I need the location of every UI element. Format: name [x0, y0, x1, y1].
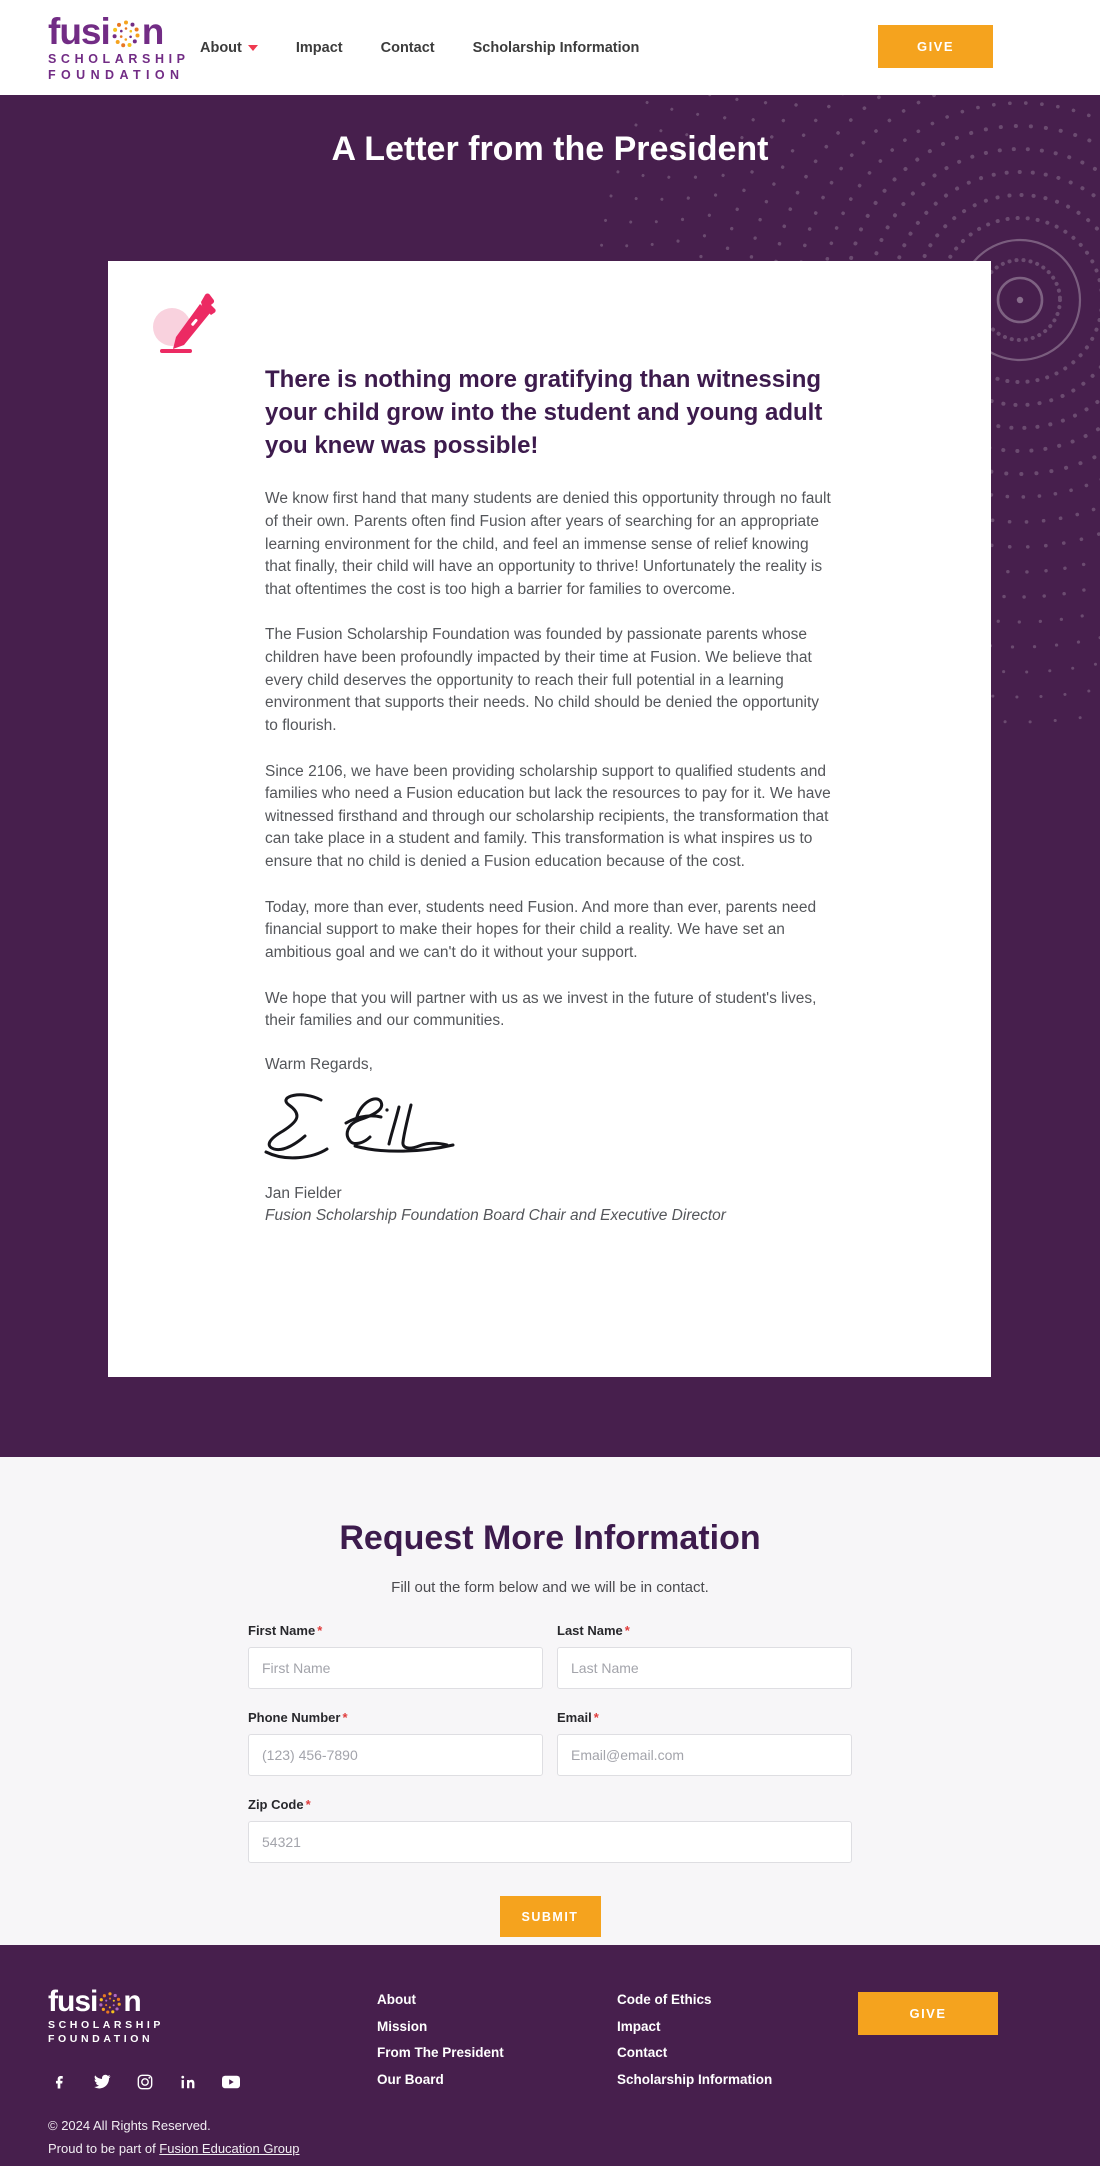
letter-body [265, 363, 835, 1225]
main-nav [200, 0, 639, 95]
request-info-section [0, 1457, 1100, 1945]
site-header [0, 0, 1100, 95]
brand-wordmark [48, 13, 190, 50]
youtube-icon[interactable] [222, 2073, 240, 2091]
fusion-education-group-link[interactable]: Fusion Education Group [159, 2141, 300, 2156]
submit-button[interactable]: SUBMIT [500, 1896, 601, 1937]
first-name-label: First Name * [248, 1623, 323, 1638]
last-name-label: Last Name * [557, 1623, 630, 1638]
email-input[interactable] [557, 1734, 852, 1776]
footer-brand-logo[interactable]: fusi n SCHOLARSHIP FOUNDATION [48, 1985, 165, 2045]
last-name-field-group [557, 1623, 852, 1689]
site-footer [0, 1945, 1100, 2166]
brand-line3: FOUNDATION [48, 68, 185, 82]
brand-line2: SCHOLARSHIP [48, 52, 190, 66]
facebook-icon[interactable] [50, 2073, 68, 2091]
brand-word-end: n [141, 11, 164, 52]
letter-paragraph: We know first hand that many students are denied this opportunity through no fault of their own. Parents often find Fusion after years of searching for an appropriate learning environment for the child, and feel an immense sense of relief knowing that finally, their child will have an opportunity to thrive! Unfortunately the reality is that oftentimes the cost is too high a barrier for families to overcome. [265, 490, 831, 598]
twitter-icon[interactable] [93, 2073, 111, 2091]
give-button-header[interactable]: GIVE [878, 25, 993, 68]
chevron-down-icon [248, 45, 258, 51]
hero-section [0, 95, 1100, 1457]
signer-name: Jan Fielder [265, 1184, 342, 1202]
required-asterisk: * [305, 1797, 311, 1812]
required-asterisk: * [342, 1710, 348, 1725]
pen-icon [146, 287, 230, 359]
footer-links-column-2 [617, 1993, 772, 2086]
form-title: Request More Information [339, 1519, 761, 1557]
brand-logo[interactable] [48, 13, 190, 82]
footer-link-code-of-ethics[interactable]: Code of Ethics [617, 1992, 712, 2007]
footer-brand-wordmark: fusi n [48, 1985, 141, 2018]
footer-link-from-the-president[interactable]: From The President [377, 2045, 504, 2060]
letter-paragraph: Since 2106, we have been providing scholarship support to qualified students and families who need a Fusion education but lack the resources to pay for it. We have witnessed firsthand and through our scholarship recipients, the transformation that can take place in a student and family. This transformation is what inspires us to ensure that no child is denied a Fusion education because of the cost. [265, 762, 831, 871]
footer-link-about[interactable]: About [377, 1992, 416, 2007]
request-info-form [248, 1623, 852, 1937]
letter-closing: Warm Regards, [265, 1055, 373, 1073]
letter-card [108, 261, 991, 1377]
first-name-input[interactable] [248, 1647, 543, 1689]
fusion-sunburst-icon [111, 18, 141, 48]
nav-item-impact[interactable] [296, 40, 343, 56]
linkedin-icon[interactable] [179, 2073, 197, 2091]
zip-field-group [248, 1797, 852, 1863]
first-name-field-group [248, 1623, 543, 1689]
phone-input[interactable] [248, 1734, 543, 1776]
required-asterisk: * [593, 1710, 599, 1725]
give-button-footer[interactable]: GIVE [858, 1992, 998, 2035]
fusion-sunburst-icon [98, 1991, 122, 2015]
footer-link-impact[interactable]: Impact [617, 2018, 661, 2034]
nav-item-scholarship-information[interactable] [473, 40, 640, 56]
nav-about-label: About [200, 39, 242, 56]
last-name-input[interactable] [557, 1647, 852, 1689]
nav-impact-label: Impact [295, 39, 343, 56]
footer-links-column-1 [377, 1993, 504, 2086]
nav-item-contact[interactable] [381, 40, 435, 56]
footer-link-mission[interactable]: Mission [377, 2018, 428, 2034]
footer-link-contact[interactable]: Contact [617, 2045, 668, 2060]
required-asterisk: * [317, 1623, 323, 1638]
zip-label: Zip Code * [248, 1797, 311, 1812]
signer-title: Fusion Scholarship Foundation Board Chair and Executive Director [265, 1206, 726, 1224]
copyright-text: © 2024 All Rights Reserved. [48, 2118, 211, 2133]
instagram-icon[interactable] [136, 2073, 154, 2091]
letter-paragraph: We hope that you will partner with us as we invest in the future of student's lives, their families and our communities. [265, 989, 817, 1030]
email-label: Email * [557, 1710, 599, 1725]
brand-word-start: fusi [48, 11, 110, 52]
letter-paragraph: Today, more than ever, students need Fusion. And more than ever, parents need financial support to make their hopes for their child a reality. We have set an ambitious goal and we can't do it without your support. [265, 898, 817, 961]
footer-link-scholarship-information[interactable]: Scholarship Information [617, 2071, 773, 2087]
zip-input[interactable] [248, 1821, 852, 1863]
nav-item-about[interactable] [200, 40, 258, 56]
page-title: A Letter from the President [331, 130, 769, 168]
signature-image [259, 1090, 459, 1164]
nav-contact-label: Contact [380, 39, 435, 56]
footer-tagline: Proud to be part of Fusion Education Group [48, 2141, 300, 2156]
email-field-group [557, 1710, 852, 1776]
phone-field-group [248, 1710, 543, 1776]
phone-label: Phone Number * [248, 1710, 348, 1725]
nav-scholarship-label: Scholarship Information [472, 39, 640, 56]
social-icons-row [50, 2073, 240, 2091]
letter-paragraph: The Fusion Scholarship Foundation was founded by passionate parents whose children have been profoundly impacted by their time at Fusion. We believe that every child deserves the opportunity to reach their full potential in a learning environment that supports their needs. No child should be denied the opportunity to flourish. [265, 626, 820, 734]
form-subtitle: Fill out the form below and we will be in contact. [391, 1579, 709, 1596]
required-asterisk: * [624, 1623, 630, 1638]
letter-heading: There is nothing more gratifying than witnessing your child grow into the student and young adult you knew was possible! [265, 366, 823, 460]
footer-link-our-board[interactable]: Our Board [377, 2071, 444, 2087]
